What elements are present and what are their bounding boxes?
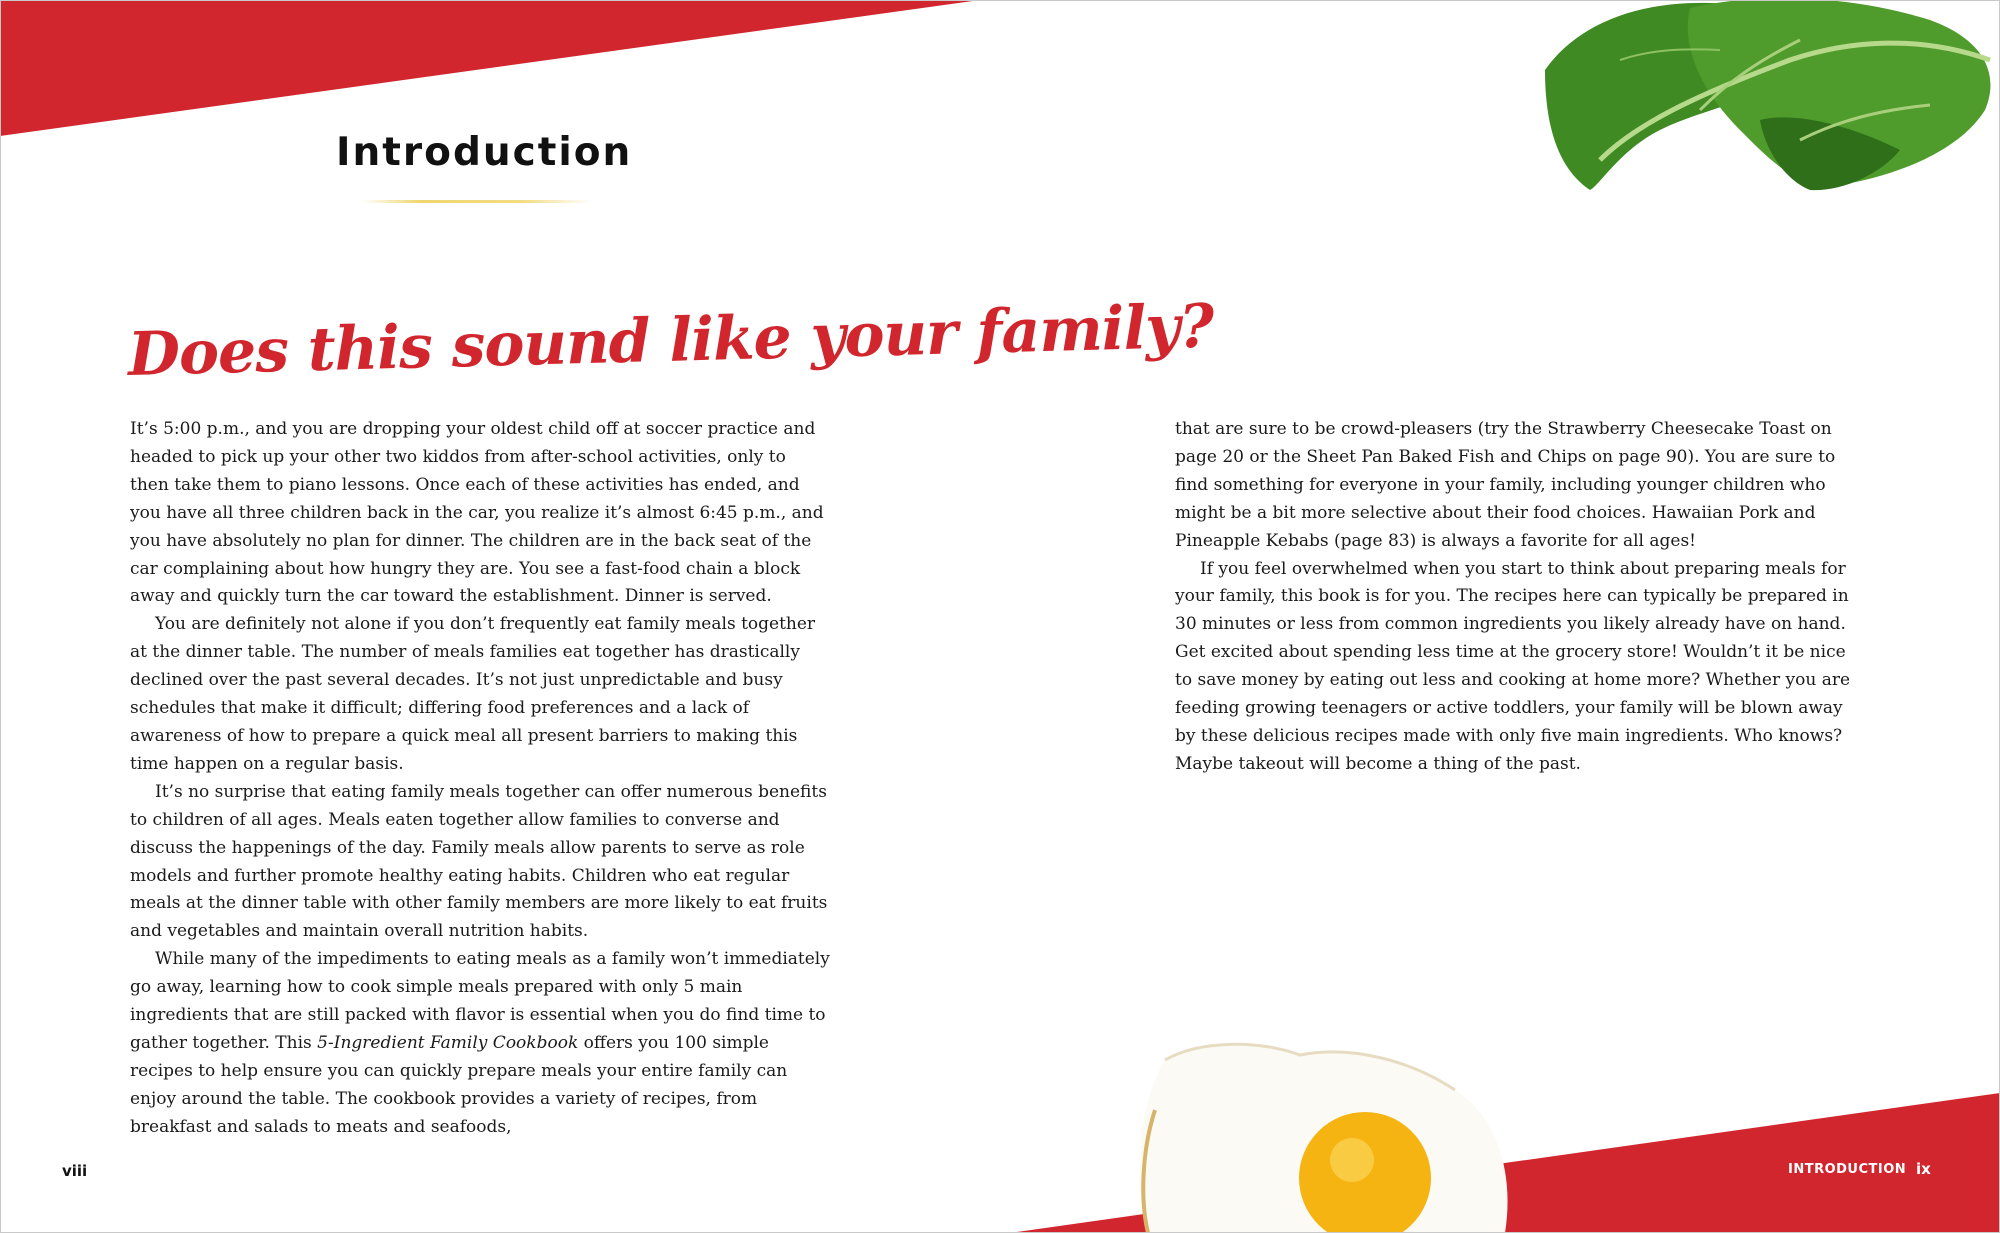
paragraph: It’s no surprise that eating family meals together can offer numerous benefits to children of all ages. Meals eaten together allow families to converse and discuss the happenings of the day. Family meals allow parents to serve as role models and further promote healthy eating habits. Children who eat regular meals at the dinner table with other family members are more likely to eat fruits and vegetables and maintain overall nutrition habits. [130,781,828,942]
book-title-italic: 5-Ingredient Family Cookbook [317,1032,579,1053]
page-number-left: viii [62,1162,88,1180]
page-number-right: ix [1916,1160,1931,1178]
running-head: INTRODUCTION [1788,1162,1907,1177]
left-column-text [130,416,830,1142]
paragraph [130,946,830,1141]
paragraph-text: While many of the impediments to eating meals as a family won’t immediately go away, learning how to cook simple meals prepared with only 5 main ingredients that are still packed with flavor is essential when you do find time to gather together. This [130,949,830,1053]
paragraph-text: offers you 100 simple recipes to help ensure you can quickly prepare meals your entire family can enjoy around the table. The cookbook provides a variety of recipes, from breakfast and salads to meats and seafoods, [130,1032,788,1137]
paragraph: It’s 5:00 p.m., and you are dropping your oldest child off at soccer practice and headed to pick up your other two kiddos from after-school activities, only to then take them to piano lessons. Once each of these activities has ended, and you have all three children back in the car, you realize it’s almost 6:45 p.m., and you have absolutely no plan for dinner. The children are in the back seat of the car complaining about how hungry they are. You see a fast-food chain a block away and quickly turn the car toward the establishment. Dinner is served. [130,419,824,607]
script-subhead: Does this sound like your family? [127,291,1215,390]
title-underline [362,200,592,203]
arugula-leaves-image [1545,0,1990,190]
paragraph: that are sure to be crowd-pleasers (try the Strawberry Cheesecake Toast on page 20 or the Sheet Pan Baked Fish and Chips on page 90). You are sure to find something for everyone in your family, including younger children who might be a bit more selective about their food choices. Hawaiian Pork and Pineapple Kebabs (page 83) is always a favorite for all ages! [1175,419,1836,551]
right-column-text [1175,416,1865,779]
fried-egg-image [1140,1044,1508,1233]
top-red-band [0,0,980,136]
page-title: Introduction [336,130,633,175]
paragraph: You are definitely not alone if you don’t frequently eat family meals together at the dinner table. The number of meals families eat together has drastically declined over the past several decades. It’s not just unpredictable and busy schedules that make it difficult; differing food preferences and a lack of awareness of how to prepare a quick meal all present barriers to making this time happen on a regular basis. [130,614,816,774]
paragraph: If you feel overwhelmed when you start to think about preparing meals for your family, this book is for you. The recipes here can typically be prepared in 30 minutes or less from common ingredients you likely already have on hand. Get excited about spending less time at the grocery store! Wouldn’t it be nice to save money by eating out less and cooking at home more? Whether you are feeding growing teenagers or active toddlers, your family will be blown away by these delicious recipes made with only five main ingredients. Who knows? Maybe takeout will become a thing of the past. [1175,558,1851,774]
